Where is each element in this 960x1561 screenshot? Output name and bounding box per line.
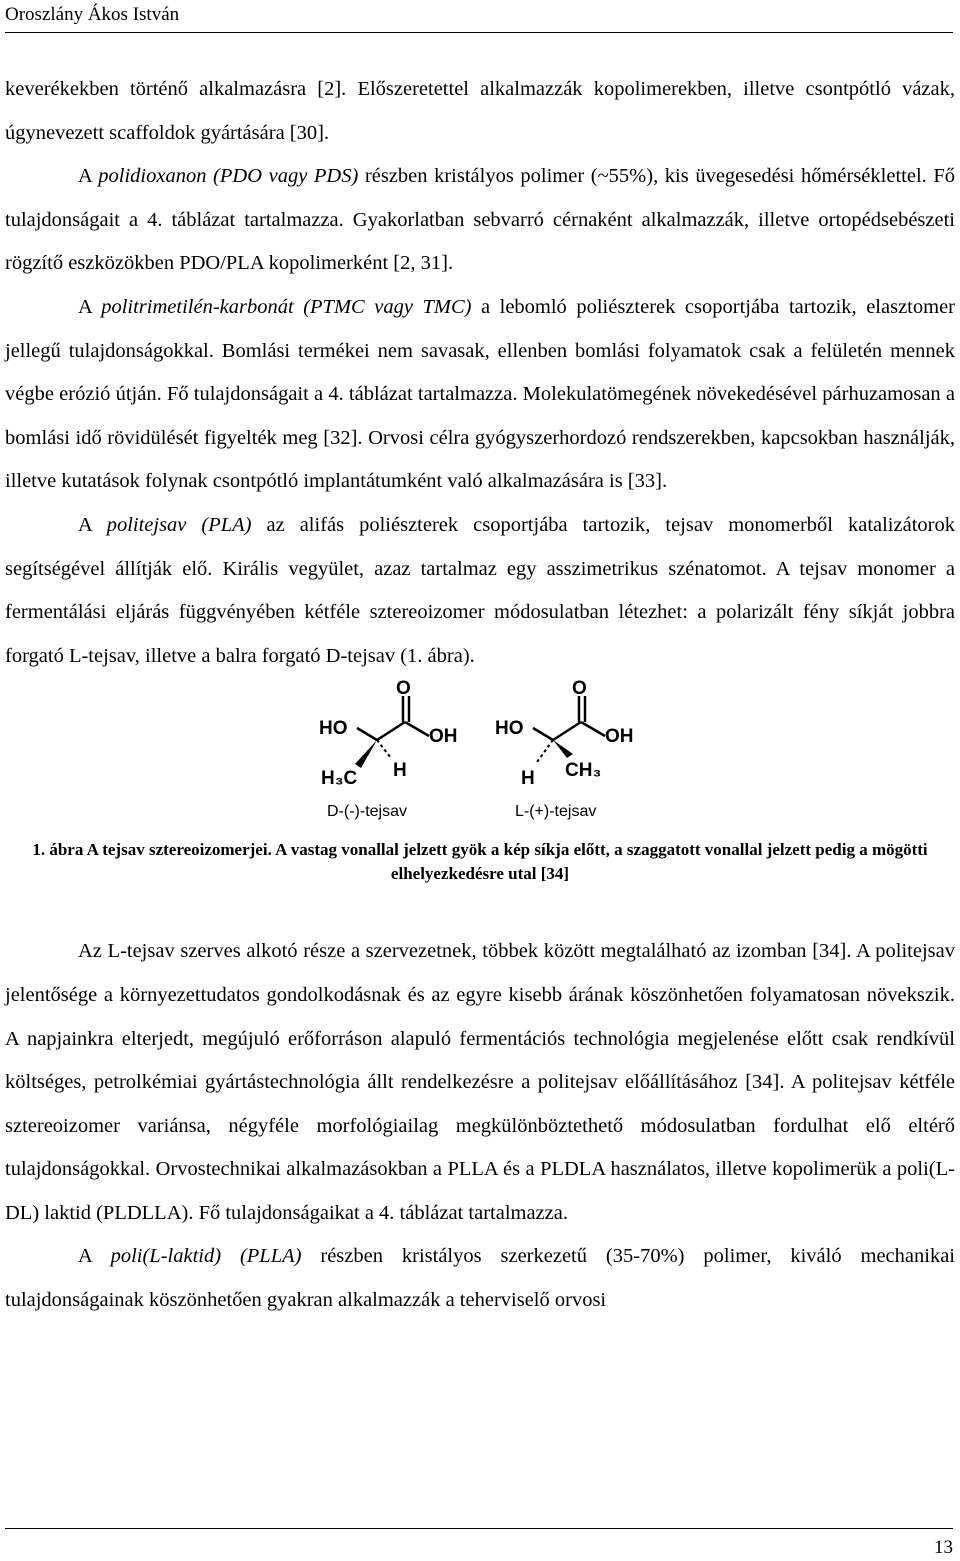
methyl-label: H₃C — [321, 768, 358, 790]
h-label: H — [521, 768, 535, 790]
paragraph: A politejsav (PLA) az alifás poliészterek csoportjába tartozik, tejsav monomerből katalizátorok segítségével állítják elő. Királis vegyület, azaz tartalmaz egy asszimetrikus szénatomot. A tejsav monomer a fermentálási eljárás függvényében kétféle sztereoizomer módosulatban létezhet: a polarizált fény síkját jobbra forgató L-tejsav, illetve a balra forgató D-tejsav (1. ábra). — [5, 513, 955, 667]
oh-label: OH — [429, 726, 458, 748]
term-plla: poli(L-laktid) (PLLA) — [110, 1245, 302, 1268]
page-footer — [5, 1528, 953, 1558]
methyl-label: CH₃ — [565, 760, 602, 782]
header-author: Oroszlány Ákos István — [5, 4, 180, 25]
figure-caption: 1. ábra A tejsav sztereoizomerjei. A vastag vonallal jelzett gyök a kép síkja előtt, a szaggatott vonallal jelzett pedig a mögötti elhelyezkedésre utal [34] — [32, 840, 928, 884]
wedge-bond — [355, 740, 377, 768]
ho-label: HO — [495, 718, 524, 740]
page-header — [5, 2, 953, 33]
paragraph: Az L-tejsav szerves alkotó része a szervezetnek, többek között megtalálható az izomban [34]. A politejsav jelentősége a környezettudatos gondolkodásnak és az egyre kisebb árának köszönhetően folyamatosan növekszik. A napjainkra elterjedt, megújuló erőforráson alapuló fermentációs technológia megjelenése előtt csak rendkívül költséges, petrolkémiai gyártástechnológia állt rendelkezésre a politejsav előállításához [34]. A politejsav kétféle sztereoizomer variánsa, négyféle morfológiailag megkülönböztethető módosulatban fordulhat elő eltérő tulajdonságokkal. Orvostechnikai alkalmazásokban a PLLA és a PLDLA használatos, illetve kopolimerük a poli(L-DL) laktid (PLDLLA). Fő tulajdonságaikat a 4. táblázat tartalmazza. — [5, 940, 955, 1224]
term-pla: politejsav (PLA) — [106, 513, 252, 536]
molecule-name: D-(-)-tejsav — [327, 803, 407, 821]
molecule-name: L-(+)-tejsav — [515, 803, 597, 821]
h-label: H — [393, 760, 407, 782]
paragraph: A poli(L-laktid) (PLLA) részben kristályos szerkezetű (35-70%) polimer, kiváló mechanikai tulajdonságainak köszönhetően gyakran alkalmazzák a teherviselő orvosi — [5, 1245, 955, 1312]
paragraph: A polidioxanon (PDO vagy PDS) részben kristályos polimer (~55%), kis üvegesedési hőmérséklettel. Fő tulajdonságait a 4. táblázat tartalmazza. Gyakorlatban sebvarró cérnaként alkalmazzák, illetve ortopédsebészeti rögzítő eszközökben PDO/PLA kopolimerként [2, 31]. — [5, 165, 956, 275]
oh-label: OH — [605, 726, 634, 748]
molecule-l-lactic-acid — [495, 680, 634, 820]
page-body — [5, 68, 955, 1323]
ho-label: HO — [319, 718, 348, 740]
stereoisomer-diagram — [305, 680, 645, 830]
term-pdo: polidioxanon (PDO vagy PDS) — [98, 165, 359, 188]
page-number: 13 — [934, 1537, 953, 1558]
figure-lactic-acid — [5, 678, 955, 838]
o-label: O — [572, 680, 587, 700]
paragraph: A politrimetilén-karbonát (PTMC vagy TMC) a lebomló poliészterek csoportjába tartozik, elasztomer jellegű tulajdonságokkal. Bomlási termékei nem savasak, ellenben bomlási folyamatok csak a felületén mennek végbe erózió útján. Fő tulajdonságait a 4. táblázat tartalmazza. Molekulatömegének növekedésével párhuzamosan a bomlási idő rövidülését figyelték meg [32]. Orvosi célra gyógyszerhordozó rendszerekben, kapcsokban használják, illetve kutatások folynak csontpótló implantátumként való alkalmazására is [33]. — [5, 295, 955, 493]
term-ptmc: politrimetilén-karbonát (PTMC vagy TMC) — [101, 295, 472, 318]
paragraph: keverékekben történő alkalmazásra [2]. Előszeretettel alkalmazzák kopolimerekben, illetve csontpótló vázak, úgynevezett scaffoldok gyártására [30]. — [5, 78, 955, 144]
o-label: O — [396, 680, 411, 700]
wedge-bond — [553, 740, 573, 758]
molecule-d-lactic-acid — [319, 680, 458, 820]
